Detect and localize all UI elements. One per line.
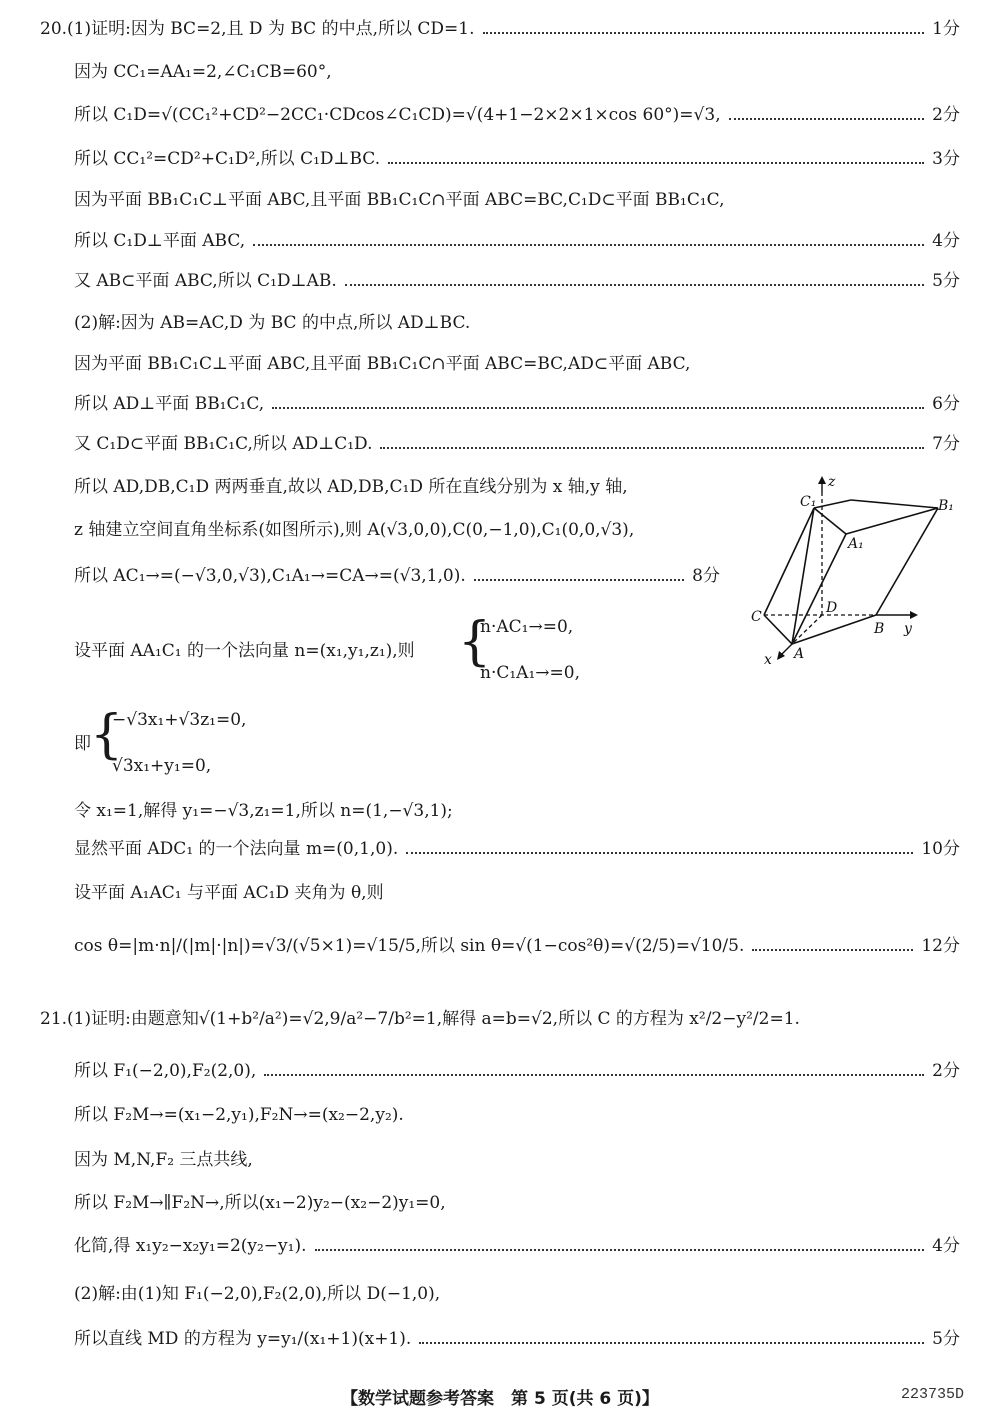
answer-line: z 轴建立空间直角坐标系(如图所示),则 A(√3,0,0),C(0,−1,0),C₁(0,0,√3), bbox=[74, 520, 635, 540]
brace-symbol: { bbox=[458, 612, 492, 672]
answer-line: cos θ=|m·n|/(|m|·|n|)=√3/(√5×1)=√15/5,所以 sin θ=√(1−cos²θ)=√(2/5)=√10/5. 12分 bbox=[74, 936, 960, 956]
answer-line: 所以 C₁D=√(CC₁²+CD²−2CC₁·CDcos∠C₁CD)=√(4+1−2×2×1×cos 60°)=√3, 2分 bbox=[74, 105, 960, 125]
answer-line: (2)解:由(1)知 F₁(−2,0),F₂(2,0),所以 D(−1,0), bbox=[74, 1284, 441, 1304]
label-A1: A₁ bbox=[848, 536, 864, 552]
answer-line: 所以 F₂M→∥F₂N→,所以(x₁−2)y₂−(x₂−2)y₁=0, bbox=[74, 1193, 446, 1213]
score: 6分 bbox=[932, 394, 960, 414]
label-z: z bbox=[828, 474, 836, 490]
answer-line: 化简,得 x₁y₂−x₂y₁=2(y₂−y₁). 4分 bbox=[74, 1236, 960, 1256]
score: 5分 bbox=[932, 1329, 960, 1349]
system-row: −√3x₁+√3z₁=0, bbox=[112, 710, 247, 730]
answer-line: 因为 CC₁=AA₁=2,∠C₁CB=60°, bbox=[74, 62, 332, 82]
answer-line: 所以 C₁D⊥平面 ABC, 4分 bbox=[74, 231, 960, 251]
score: 1分 bbox=[932, 19, 960, 39]
answer-line: 所以 AD,DB,C₁D 两两垂直,故以 AD,DB,C₁D 所在直线分别为 x 轴,y 轴, bbox=[74, 477, 628, 497]
score: 3分 bbox=[932, 149, 960, 169]
score: 2分 bbox=[932, 1061, 960, 1081]
answer-line: 所以 CC₁²=CD²+C₁D²,所以 C₁D⊥BC. 3分 bbox=[74, 149, 960, 169]
answer-line: 21.(1)证明:由题意知√(1+b²/a²)=√2,9/a²−7/b²=1,解得 a=b=√2,所以 C 的方程为 x²/2−y²/2=1. bbox=[40, 1009, 800, 1029]
label-C: C bbox=[751, 609, 762, 625]
answer-line: 又 C₁D⊂平面 BB₁C₁C,所以 AD⊥C₁D. 7分 bbox=[74, 434, 960, 454]
answer-line: 又 AB⊂平面 ABC,所以 C₁D⊥AB. 5分 bbox=[74, 271, 960, 291]
answer-line: 令 x₁=1,解得 y₁=−√3,z₁=1,所以 n=(1,−√3,1); bbox=[74, 801, 453, 821]
answer-line: 因为平面 BB₁C₁C⊥平面 ABC,且平面 BB₁C₁C∩平面 ABC=BC,AD⊂平面 ABC, bbox=[74, 354, 691, 374]
answer-line: 所以直线 MD 的方程为 y=y₁/(x₁+1)(x+1). 5分 bbox=[74, 1329, 960, 1349]
system-row: n·C₁A₁→=0, bbox=[480, 663, 580, 683]
answer-line: 因为平面 BB₁C₁C⊥平面 ABC,且平面 BB₁C₁C∩平面 ABC=BC,C₁D⊂平面 BB₁C₁C, bbox=[74, 190, 725, 210]
score: 4分 bbox=[932, 231, 960, 251]
label-C1: C₁ bbox=[800, 494, 817, 510]
label-x: x bbox=[764, 652, 772, 668]
answer-line: 20.(1)证明:因为 BC=2,且 D 为 BC 的中点,所以 CD=1. 1分 bbox=[40, 19, 960, 39]
label-D: D bbox=[826, 600, 838, 616]
answer-line: (2)解:因为 AB=AC,D 为 BC 的中点,所以 AD⊥BC. bbox=[74, 313, 471, 333]
answer-line: 所以 AC₁→=(−√3,0,√3),C₁A₁→=CA→=(√3,1,0). 8分 bbox=[74, 566, 720, 586]
score: 12分 bbox=[921, 936, 960, 956]
page-footer: 【数学试题参考答案 第 5 页(共 6 页)】 bbox=[341, 1389, 659, 1409]
answer-line: 显然平面 ADC₁ 的一个法向量 m=(0,1,0). 10分 bbox=[74, 839, 960, 859]
score: 5分 bbox=[932, 271, 960, 291]
score: 2分 bbox=[932, 105, 960, 125]
answer-line: 所以 F₂M→=(x₁−2,y₁),F₂N→=(x₂−2,y₂). bbox=[74, 1105, 404, 1125]
system-prefix: 即 bbox=[74, 734, 91, 754]
answer-line: 所以 F₁(−2,0),F₂(2,0), 2分 bbox=[74, 1061, 960, 1081]
document-code: 223735D bbox=[900, 1386, 964, 1403]
system-row: n·AC₁→=0, bbox=[480, 617, 574, 637]
answer-line: 所以 AD⊥平面 BB₁C₁C, 6分 bbox=[74, 394, 960, 414]
label-B: B bbox=[874, 621, 885, 637]
prism-figure bbox=[748, 474, 968, 674]
label-y: y bbox=[904, 621, 912, 637]
label-A: A bbox=[794, 646, 805, 662]
score: 7分 bbox=[932, 434, 960, 454]
answer-line: 因为 M,N,F₂ 三点共线, bbox=[74, 1150, 253, 1170]
label-B1: B₁ bbox=[938, 498, 954, 514]
system-row: √3x₁+y₁=0, bbox=[112, 756, 212, 776]
score: 4分 bbox=[932, 1236, 960, 1256]
score: 10分 bbox=[921, 839, 960, 859]
answer-line: 设平面 A₁AC₁ 与平面 AC₁D 夹角为 θ,则 bbox=[74, 883, 384, 903]
brace-symbol: { bbox=[90, 705, 124, 765]
system-prefix: 设平面 AA₁C₁ 的一个法向量 n=(x₁,y₁,z₁),则 bbox=[74, 641, 415, 661]
score: 8分 bbox=[692, 566, 720, 586]
